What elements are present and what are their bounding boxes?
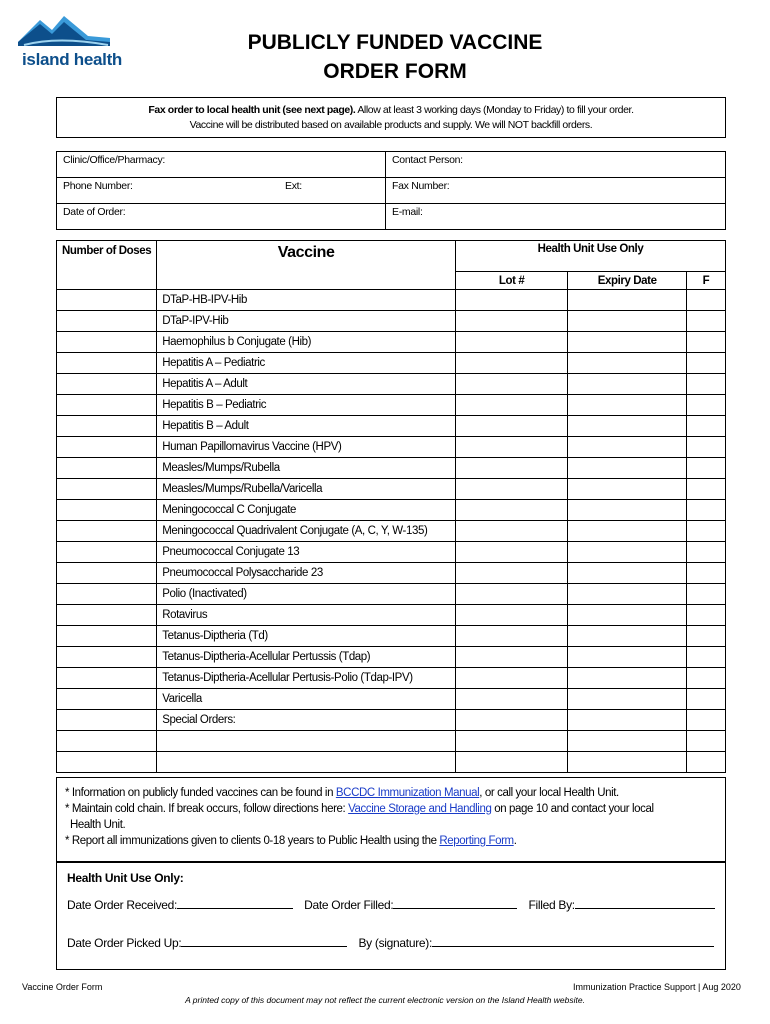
table-row xyxy=(57,626,726,647)
expiry-date-cell[interactable] xyxy=(568,416,687,437)
f-cell[interactable] xyxy=(686,353,725,374)
lot-cell[interactable] xyxy=(455,647,567,668)
lot-cell[interactable] xyxy=(455,458,567,479)
reporting-form-link[interactable]: Reporting Form xyxy=(439,835,514,847)
expiry-date-cell[interactable] xyxy=(568,374,687,395)
lot-cell[interactable] xyxy=(455,290,567,311)
vaccine-name-cell: Haemophilus b Conjugate (Hib) xyxy=(157,332,456,353)
table-row xyxy=(57,689,726,710)
vaccine-name-cell: Meningococcal Quadrivalent Conjugate (A, C, Y, W-135) xyxy=(157,521,456,542)
number-of-doses-cell[interactable] xyxy=(57,416,157,437)
fax-number-label: Fax Number: xyxy=(392,180,450,192)
lot-cell[interactable] xyxy=(455,521,567,542)
health-unit-use-section xyxy=(56,862,726,970)
received-line xyxy=(67,897,715,912)
vaccine-name-cell: Tetanus-Diptheria (Td) xyxy=(157,626,456,647)
footer-left: Vaccine Order Form xyxy=(22,982,103,992)
lot-header: Lot # xyxy=(455,272,567,290)
expiry-date-cell[interactable] xyxy=(568,668,687,689)
lot-cell[interactable] xyxy=(455,332,567,353)
table-row xyxy=(57,332,726,353)
note-2 xyxy=(65,801,717,817)
expiry-date-cell[interactable] xyxy=(568,479,687,500)
phone-field[interactable] xyxy=(57,178,386,204)
f-cell[interactable] xyxy=(686,542,725,563)
number-of-doses-cell[interactable] xyxy=(57,563,157,584)
lot-cell[interactable] xyxy=(455,752,567,773)
clinic-label: Clinic/Office/Pharmacy: xyxy=(63,154,166,166)
note-3-end: . xyxy=(513,835,517,847)
lot-cell[interactable] xyxy=(455,584,567,605)
vaccine-name-cell xyxy=(157,731,456,752)
lot-cell[interactable] xyxy=(455,605,567,626)
vaccine-name-cell: Hepatitis B – Pediatric xyxy=(157,395,456,416)
note-2-end: on page 10 and contact your local xyxy=(491,803,654,815)
expiry-date-cell[interactable] xyxy=(568,626,687,647)
mountain-logo-icon xyxy=(18,12,110,48)
filled-by-label: Filled By: xyxy=(528,898,575,912)
vaccine-name-cell: Tetanus-Diptheria-Acellular Pertussis (Tdap) xyxy=(157,647,456,668)
vaccine-name-cell: Hepatitis A – Pediatric xyxy=(157,353,456,374)
vaccine-name-cell: Measles/Mumps/Rubella/Varicella xyxy=(157,479,456,500)
health-unit-use-title: Health Unit Use Only: xyxy=(67,871,184,885)
table-row xyxy=(57,479,726,500)
notes-section xyxy=(56,777,726,862)
f-cell[interactable] xyxy=(686,311,725,332)
note-1 xyxy=(65,785,717,801)
expiry-date-header: Expiry Date xyxy=(568,272,687,290)
table-row xyxy=(57,584,726,605)
signature-field[interactable] xyxy=(432,935,714,947)
date-of-order-field[interactable] xyxy=(57,204,386,230)
note-3-text: * Report all immunizations given to clients 0-18 years to Public Health using the xyxy=(65,835,440,847)
vaccine-name-cell: Meningococcal C Conjugate xyxy=(157,500,456,521)
picked-up-line xyxy=(67,935,714,950)
table-row xyxy=(57,647,726,668)
vaccine-header: Vaccine xyxy=(157,241,456,290)
lot-cell[interactable] xyxy=(455,710,567,731)
expiry-date-cell[interactable] xyxy=(568,563,687,584)
note-3 xyxy=(65,833,717,849)
f-cell[interactable] xyxy=(686,479,725,500)
expiry-date-cell[interactable] xyxy=(568,647,687,668)
number-of-doses-cell[interactable] xyxy=(57,374,157,395)
f-cell[interactable] xyxy=(686,437,725,458)
table-row xyxy=(57,374,726,395)
vaccine-name-cell: Special Orders: xyxy=(157,710,456,731)
table-row xyxy=(57,353,726,374)
fax-notice-bold: Fax order to local health unit (see next page). xyxy=(148,104,356,116)
number-of-doses-cell[interactable] xyxy=(57,311,157,332)
table-row xyxy=(57,521,726,542)
f-cell[interactable] xyxy=(686,332,725,353)
logo-text: island health xyxy=(22,50,123,69)
vaccine-name-cell: Varicella xyxy=(157,689,456,710)
lot-cell[interactable] xyxy=(455,731,567,752)
vaccine-table xyxy=(56,240,726,773)
table-row xyxy=(57,752,726,773)
number-of-doses-cell[interactable] xyxy=(57,752,157,773)
f-cell[interactable] xyxy=(686,647,725,668)
expiry-date-cell[interactable] xyxy=(568,395,687,416)
vaccine-name-cell: Polio (Inactivated) xyxy=(157,584,456,605)
expiry-date-cell[interactable] xyxy=(568,542,687,563)
f-cell[interactable] xyxy=(686,290,725,311)
email-label: E-mail: xyxy=(392,206,423,218)
vaccine-name-cell: Pneumococcal Conjugate 13 xyxy=(157,542,456,563)
vaccine-name-cell: Pneumococcal Polysaccharide 23 xyxy=(157,563,456,584)
fax-notice-rest: Allow at least 3 working days (Monday to Friday) to fill your order. xyxy=(355,104,634,116)
expiry-date-cell[interactable] xyxy=(568,605,687,626)
table-row xyxy=(57,311,726,332)
date-picked-up-label: Date Order Picked Up: xyxy=(67,936,182,950)
table-row xyxy=(57,437,726,458)
lot-cell[interactable] xyxy=(455,479,567,500)
health-unit-use-header: Health Unit Use Only xyxy=(455,241,725,272)
contact-person-label: Contact Person: xyxy=(392,154,463,166)
number-of-doses-cell[interactable] xyxy=(57,479,157,500)
vaccine-name-cell: Rotavirus xyxy=(157,605,456,626)
date-received-field[interactable] xyxy=(177,897,293,909)
contact-person-field[interactable] xyxy=(386,152,726,178)
lot-cell[interactable] xyxy=(455,542,567,563)
table-row xyxy=(57,668,726,689)
vaccine-name-cell xyxy=(157,752,456,773)
lot-cell[interactable] xyxy=(455,563,567,584)
lot-cell[interactable] xyxy=(455,374,567,395)
f-cell[interactable] xyxy=(686,374,725,395)
clinic-field[interactable] xyxy=(57,152,386,178)
date-filled-label: Date Order Filled: xyxy=(304,898,394,912)
note-2-continued: Health Unit. xyxy=(70,819,126,831)
number-of-doses-cell[interactable] xyxy=(57,500,157,521)
number-of-doses-cell[interactable] xyxy=(57,437,157,458)
table-row xyxy=(57,416,726,437)
expiry-date-cell[interactable] xyxy=(568,710,687,731)
f-cell[interactable] xyxy=(686,710,725,731)
number-of-doses-cell[interactable] xyxy=(57,668,157,689)
vaccine-name-cell: DTaP-IPV-Hib xyxy=(157,311,456,332)
f-cell[interactable] xyxy=(686,521,725,542)
signature-label: By (signature): xyxy=(358,936,432,950)
f-cell[interactable] xyxy=(686,584,725,605)
footer-note: A printed copy of this document may not reflect the current electronic version on the Island Health website. xyxy=(185,995,585,1005)
title-line-2: ORDER FORM xyxy=(323,60,467,83)
expiry-date-cell[interactable] xyxy=(568,353,687,374)
lot-cell[interactable] xyxy=(455,500,567,521)
vaccine-name-cell: DTaP-HB-IPV-Hib xyxy=(157,290,456,311)
note-2-text: * Maintain cold chain. If break occurs, follow directions here: xyxy=(65,803,349,815)
table-row xyxy=(57,605,726,626)
footer-right: Immunization Practice Support | Aug 2020 xyxy=(573,982,741,992)
number-of-doses-cell[interactable] xyxy=(57,458,157,479)
table-row xyxy=(57,395,726,416)
f-cell[interactable] xyxy=(686,689,725,710)
note-1-end: , or call your local Health Unit. xyxy=(479,787,619,799)
expiry-date-cell[interactable] xyxy=(568,689,687,710)
number-of-doses-cell[interactable] xyxy=(57,710,157,731)
number-of-doses-cell[interactable] xyxy=(57,395,157,416)
vaccine-name-cell: Human Papillomavirus Vaccine (HPV) xyxy=(157,437,456,458)
lot-cell[interactable] xyxy=(455,626,567,647)
lot-cell[interactable] xyxy=(455,416,567,437)
expiry-date-cell[interactable] xyxy=(568,458,687,479)
number-of-doses-cell[interactable] xyxy=(57,521,157,542)
phone-label: Phone Number: xyxy=(63,180,133,192)
table-row xyxy=(57,731,726,752)
number-of-doses-cell[interactable] xyxy=(57,689,157,710)
note-1-text: * Information on publicly funded vaccines can be found in xyxy=(65,787,336,799)
number-of-doses-cell[interactable] xyxy=(57,542,157,563)
expiry-date-cell[interactable] xyxy=(568,311,687,332)
expiry-date-cell[interactable] xyxy=(568,437,687,458)
lot-cell[interactable] xyxy=(455,437,567,458)
date-received-label: Date Order Received: xyxy=(67,898,178,912)
f-cell[interactable] xyxy=(686,752,725,773)
f-cell[interactable] xyxy=(686,605,725,626)
title-line-1: PUBLICLY FUNDED VACCINE xyxy=(247,31,543,54)
f-cell[interactable] xyxy=(686,668,725,689)
filled-by-field[interactable] xyxy=(575,897,715,909)
vaccine-name-cell: Hepatitis B – Adult xyxy=(157,416,456,437)
f-cell[interactable] xyxy=(686,563,725,584)
vaccine-name-cell: Hepatitis A – Adult xyxy=(157,374,456,395)
expiry-date-cell[interactable] xyxy=(568,752,687,773)
expiry-date-cell[interactable] xyxy=(568,521,687,542)
contact-info-table xyxy=(56,151,726,230)
table-row xyxy=(57,710,726,731)
f-cell[interactable] xyxy=(686,500,725,521)
f-cell[interactable] xyxy=(686,458,725,479)
number-of-doses-cell[interactable] xyxy=(57,332,157,353)
table-row xyxy=(57,290,726,311)
number-of-doses-cell[interactable] xyxy=(57,605,157,626)
date-of-order-label: Date of Order: xyxy=(63,206,126,218)
number-of-doses-cell[interactable] xyxy=(57,626,157,647)
expiry-date-cell[interactable] xyxy=(568,332,687,353)
f-cell[interactable] xyxy=(686,416,725,437)
fax-notice xyxy=(56,97,726,138)
page-title xyxy=(195,28,595,86)
lot-cell[interactable] xyxy=(455,689,567,710)
lot-cell[interactable] xyxy=(455,311,567,332)
f-header: F xyxy=(686,272,725,290)
number-of-doses-header: Number of Doses xyxy=(57,241,157,290)
table-row xyxy=(57,563,726,584)
expiry-date-cell[interactable] xyxy=(568,290,687,311)
lot-cell[interactable] xyxy=(455,395,567,416)
vaccine-name-cell: Tetanus-Diptheria-Acellular Pertusis-Polio (Tdap-IPV) xyxy=(157,668,456,689)
date-filled-field[interactable] xyxy=(393,897,517,909)
email-field[interactable] xyxy=(386,204,726,230)
lot-cell[interactable] xyxy=(455,353,567,374)
f-cell[interactable] xyxy=(686,395,725,416)
number-of-doses-cell[interactable] xyxy=(57,584,157,605)
f-cell[interactable] xyxy=(686,626,725,647)
island-health-logo xyxy=(18,12,123,72)
table-row xyxy=(57,500,726,521)
fax-number-field[interactable] xyxy=(386,178,726,204)
table-row xyxy=(57,542,726,563)
ext-label: Ext: xyxy=(285,180,302,192)
vaccine-storage-link[interactable]: Vaccine Storage and Handling xyxy=(348,803,492,815)
number-of-doses-cell[interactable] xyxy=(57,290,157,311)
table-row xyxy=(57,458,726,479)
f-cell[interactable] xyxy=(686,731,725,752)
date-picked-up-field[interactable] xyxy=(181,935,347,947)
fax-notice-line2: Vaccine will be distributed based on available products and supply. We will NOT backfill orders. xyxy=(189,119,593,131)
lot-cell[interactable] xyxy=(455,668,567,689)
expiry-date-cell[interactable] xyxy=(568,584,687,605)
bccdc-manual-link[interactable]: BCCDC Immunization Manual xyxy=(335,787,480,799)
expiry-date-cell[interactable] xyxy=(568,731,687,752)
expiry-date-cell[interactable] xyxy=(568,500,687,521)
number-of-doses-cell[interactable] xyxy=(57,353,157,374)
number-of-doses-cell[interactable] xyxy=(57,731,157,752)
vaccine-name-cell: Measles/Mumps/Rubella xyxy=(157,458,456,479)
number-of-doses-cell[interactable] xyxy=(57,647,157,668)
